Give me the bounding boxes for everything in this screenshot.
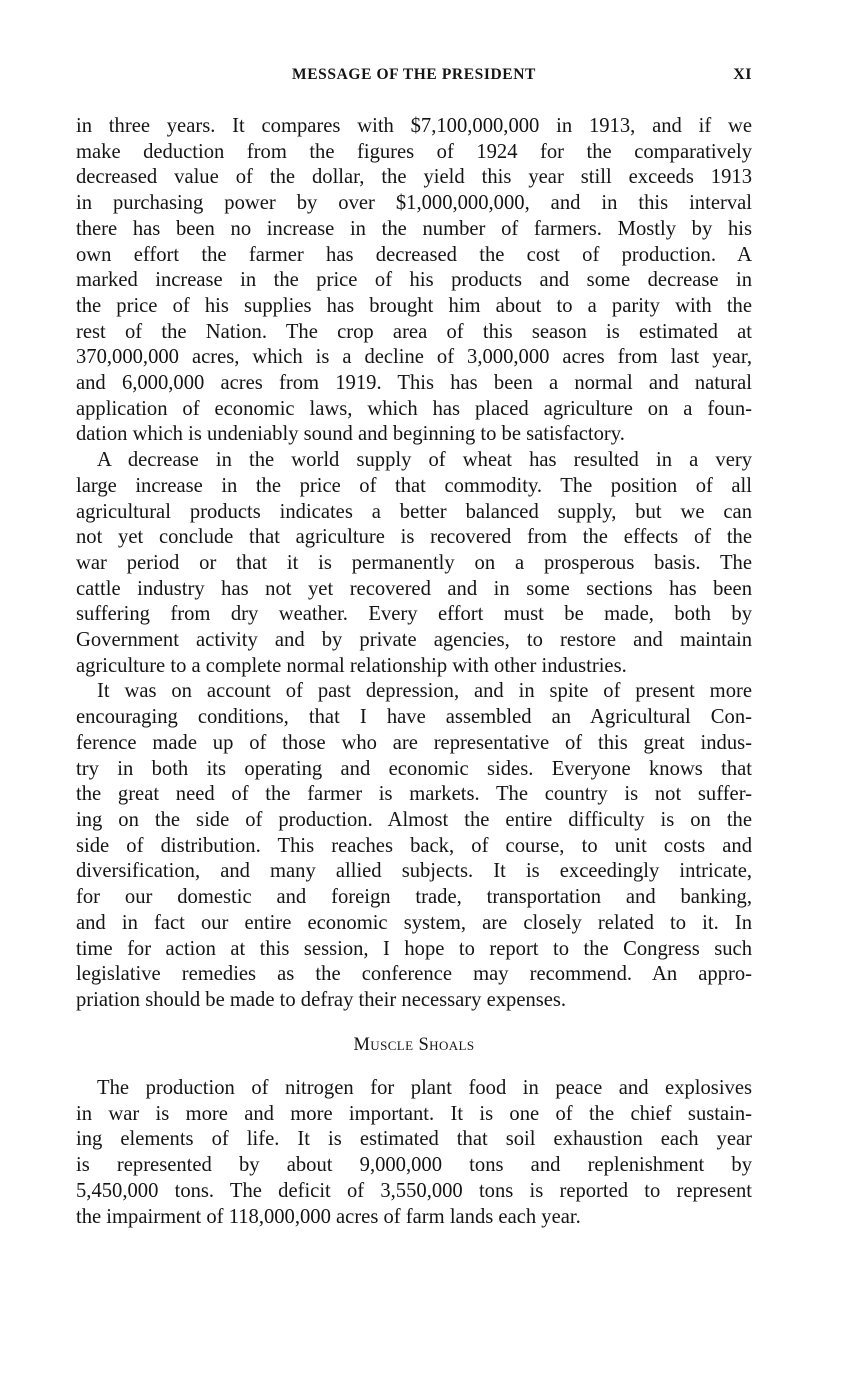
text-line: rest of the Nation. The crop area of this season is estimated at [76,320,752,343]
text-line: marked increase in the price of his products and some decrease in [76,269,752,292]
paragraph-2 [76,448,752,679]
paragraph-1 [76,114,752,448]
text-line: agricultural products indicates a better balanced supply, but we can [76,500,752,523]
text-line: is represented by about 9,000,000 tons and replenishment by [76,1154,752,1177]
text-line: the impairment of 118,000,000 acres of farm lands each year. [76,1205,581,1228]
text-line: make deduction from the figures of 1924 for the comparatively [76,140,752,163]
text-line: It was on account of past depression, and in spite of present more [97,680,752,703]
text-line: and 6,000,000 acres from 1919. This has been a normal and natural [76,372,752,395]
text-line: ference made up of those who are representative of this great indus- [76,731,752,754]
text-line: application of economic laws, which has placed agriculture on a foun- [76,397,752,420]
text-line: the great need of the farmer is markets. The country is not suffer- [76,783,752,806]
text-line: own effort the farmer has decreased the cost of production. A [76,243,752,266]
text-line: priation should be made to defray their necessary expenses. [76,988,567,1011]
text-line: cattle industry has not yet recovered and in some sections has been [76,577,752,600]
paragraph-3 [76,679,752,1013]
section-body [76,1076,752,1230]
text-line: in three years. It compares with $7,100,000,000 in 1913, and if we [76,115,752,137]
text-line: legislative remedies as the conference may recommend. An appro- [76,963,752,986]
text-line: decreased value of the dollar, the yield this year still exceeds 1913 [76,166,752,189]
text-line: agriculture to a complete normal relationship with other industries. [76,654,627,677]
text-line: war period or that it is permanently on a prosperous basis. The [76,551,752,574]
text-line: 370,000,000 acres, which is a decline of 3,000,000 acres from last year, [76,346,752,369]
text-line: The production of nitrogen for plant food in peace and explosives [97,1077,752,1099]
text-line: suffering from dry weather. Every effort must be made, both by [76,603,752,626]
running-title: MESSAGE OF THE PRESIDENT [292,66,536,83]
text-line: side of distribution. This reaches back, of course, to unit costs and [76,834,752,857]
text-line: dation which is undeniably sound and beginning to be satisfactory. [76,423,625,446]
text-line: diversification, and many allied subjects. It is exceedingly intricate, [76,860,752,883]
section-heading: Muscle Shoals [353,1035,475,1055]
running-header [76,66,752,90]
text-line: large increase in the price of that commodity. The position of all [76,474,752,497]
text-line: for our domestic and foreign trade, transportation and banking, [76,886,752,909]
text-line: Government activity and by private agencies, to restore and maintain [76,629,752,652]
text-line: the price of his supplies has brought him about to a parity with the [76,294,752,317]
text-line: ing elements of life. It is estimated that soil exhaustion each year [76,1128,752,1151]
text-line: in war is more and more important. It is one of the chief sustain- [76,1102,752,1125]
text-line: encouraging conditions, that I have assembled an Agricultural Con- [76,706,752,729]
text-line: in purchasing power by over $1,000,000,000, and in this interval [76,192,752,215]
text-line: 5,450,000 tons. The deficit of 3,550,000 tons is reported to represent [76,1179,752,1202]
text-line: not yet conclude that agriculture is recovered from the effects of the [76,526,752,549]
page-number: XI [733,66,752,83]
text-line: there has been no increase in the number of farmers. Mostly by his [76,217,752,240]
text-line: A decrease in the world supply of wheat has resulted in a very [97,449,752,472]
body-text [76,114,752,1014]
paragraph-4 [76,1076,752,1230]
text-line: try in both its operating and economic sides. Everyone knows that [76,757,752,780]
text-line: time for action at this session, I hope to report to the Congress such [76,937,752,960]
text-line: ing on the side of production. Almost the entire difficulty is on the [76,808,752,831]
text-line: and in fact our entire economic system, are closely related to it. In [76,911,752,934]
